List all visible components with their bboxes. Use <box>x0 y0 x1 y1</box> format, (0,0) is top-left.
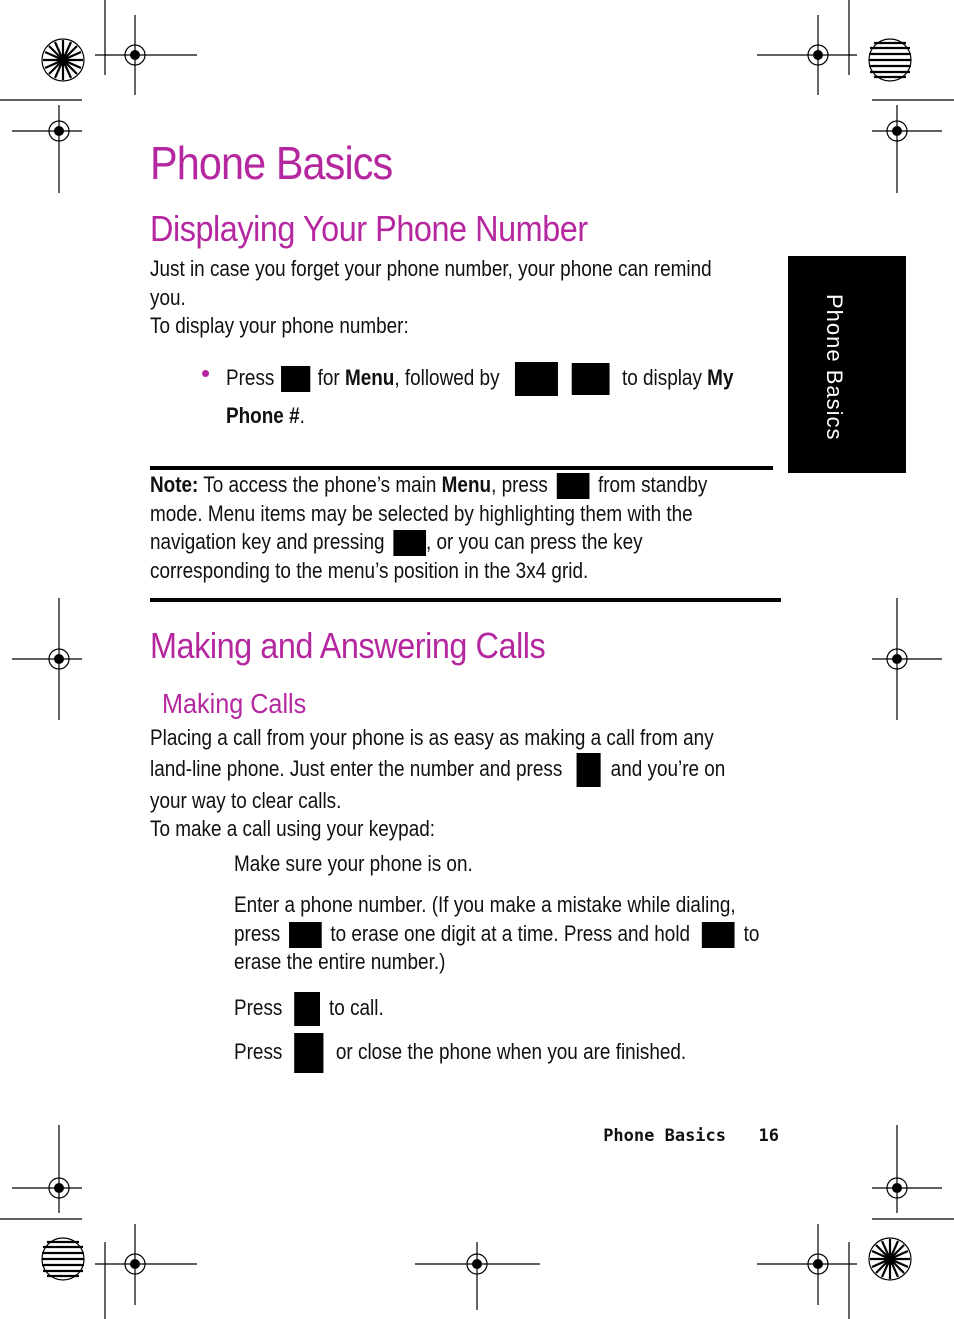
footer-section: Phone Basics <box>603 1126 727 1146</box>
calls-text-2b: and you’re on <box>610 755 726 781</box>
send-key-icon-step <box>295 992 321 1026</box>
note-line-2: mode. Menu items may be selected by highlighting them with the <box>150 500 693 526</box>
clear-key-icon-2 <box>702 922 735 948</box>
note-menu-text: Menu <box>441 472 492 497</box>
calls-line-4: To make a call using your keypad: <box>150 816 436 841</box>
bullet-line-1 <box>226 362 733 396</box>
ok-key-icon-note <box>393 530 426 556</box>
end-key-icon <box>295 1033 324 1073</box>
bullet-period: . <box>299 403 305 428</box>
bullet-my-text: My <box>707 364 734 390</box>
intro-line-3: To display your phone number: <box>150 313 409 338</box>
menu-key-icon-note <box>557 473 590 499</box>
section-heading-calls: Making and Answering Calls <box>150 625 546 666</box>
note-line-1 <box>150 471 707 500</box>
step-2-mid-text: to erase one digit at a time. Press and hold <box>330 920 691 946</box>
intro-paragraph <box>150 255 712 341</box>
step-2-line-2 <box>234 920 759 949</box>
page-footer <box>603 1126 779 1146</box>
step-2-to-text: to <box>743 920 760 946</box>
note-top-rule <box>150 466 773 470</box>
intro-line-1: Just in case you forget your phone number, your phone can remind <box>150 256 712 281</box>
page-title: Phone Basics <box>150 137 393 189</box>
step-3-tail-text: to call. <box>329 994 384 1020</box>
step-2 <box>234 891 759 977</box>
step-1: Make sure your phone is on. <box>234 851 473 876</box>
calls-paragraph <box>150 724 725 844</box>
step-2-press-text: press <box>234 920 281 946</box>
calls-line-3: your way to clear calls. <box>150 787 342 813</box>
bullet-phone-hash-text: Phone # <box>226 403 300 428</box>
bullet-line-2 <box>226 402 305 431</box>
section-heading-display-number: Displaying Your Phone Number <box>150 208 588 249</box>
subheading-making-calls: Making Calls <box>162 688 307 719</box>
bullet-to-display-text: to display <box>621 364 702 390</box>
key-icon-1 <box>515 362 558 396</box>
step-3-press-text: Press <box>234 994 283 1020</box>
key-icon-2 <box>572 363 610 395</box>
step-4-press-text: Press <box>234 1038 283 1064</box>
note-text-3: from standby <box>597 472 708 497</box>
menu-key-icon <box>281 366 310 392</box>
step-2-line-3: erase the entire number.) <box>234 949 446 974</box>
note-paragraph <box>150 471 707 585</box>
calls-text-2a: land-line phone. Just enter the number and press <box>150 755 563 781</box>
note-line-3 <box>150 528 707 557</box>
intro-line-2: you. <box>150 284 186 310</box>
note-label: Note: <box>150 472 199 497</box>
send-key-icon <box>576 753 600 787</box>
note-text-2: , press <box>491 472 548 497</box>
chapter-side-tab <box>788 256 906 473</box>
note-line-4: corresponding to the menu’s position in the 3x4 grid. <box>150 557 589 583</box>
bullet-for-text: for <box>317 364 340 390</box>
side-tab-label: Phone Basics <box>822 294 847 441</box>
bullet-icon: • <box>201 358 211 388</box>
note-text-3b: , or you can press the key <box>425 529 643 554</box>
clear-key-icon-1 <box>289 922 322 948</box>
calls-line-1: Placing a call from your phone is as easy as making a call from any <box>150 725 714 750</box>
calls-line-2 <box>150 753 725 787</box>
bullet-followed-text: , followed by <box>394 364 500 390</box>
step-4 <box>234 1033 686 1073</box>
bullet-menu-text: Menu <box>344 364 395 390</box>
step-2-line-1: Enter a phone number. (If you make a mistake while dialing, <box>234 892 736 917</box>
note-text-3a: navigation key and pressing <box>150 529 385 554</box>
step-4-tail-text: or close the phone when you are finished. <box>335 1038 687 1064</box>
note-text-1: To access the phone’s main <box>203 472 437 497</box>
note-bottom-rule <box>150 598 781 602</box>
footer-page-number: 16 <box>758 1126 779 1146</box>
bullet-press-text: Press <box>226 364 275 390</box>
step-3 <box>234 992 384 1026</box>
